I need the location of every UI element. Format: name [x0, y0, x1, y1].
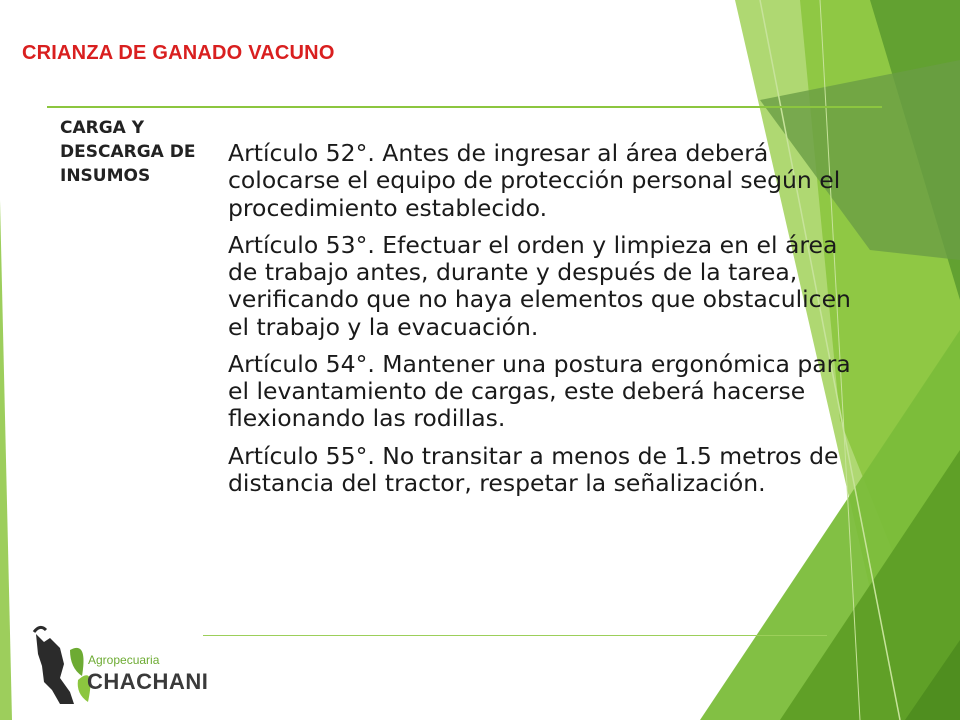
section-label: CARGA Y DESCARGA DE INSUMOS [60, 118, 196, 186]
article-53: Artículo 53°. Efectuar el orden y limpieza en el área de trabajo antes, durante y después de la tarea, verificando que no haya elementos que obstaculicen el trabajo y la evacuación. [228, 230, 851, 341]
slide-title: CRIANZA DE GANADO VACUNO [22, 42, 335, 64]
article-54: Artículo 54°. Mantener una postura ergonómica para el levantamiento de cargas, este deberá hacerse flexionando las rodillas. [228, 349, 851, 433]
logo-name: CHACHANI [87, 669, 209, 694]
bottom-divider [203, 635, 827, 636]
articles-list [228, 140, 868, 507]
article-55: Artículo 55°. No transitar a menos de 1.5 metros de distancia del tractor, respetar la señalización. [228, 441, 839, 497]
logo-tagline: Agropecuaria [88, 653, 160, 667]
article-52: Artículo 52°. Antes de ingresar al área deberá colocarse el equipo de protección personal según el procedimiento establecido. [228, 139, 841, 222]
top-divider [47, 106, 882, 108]
